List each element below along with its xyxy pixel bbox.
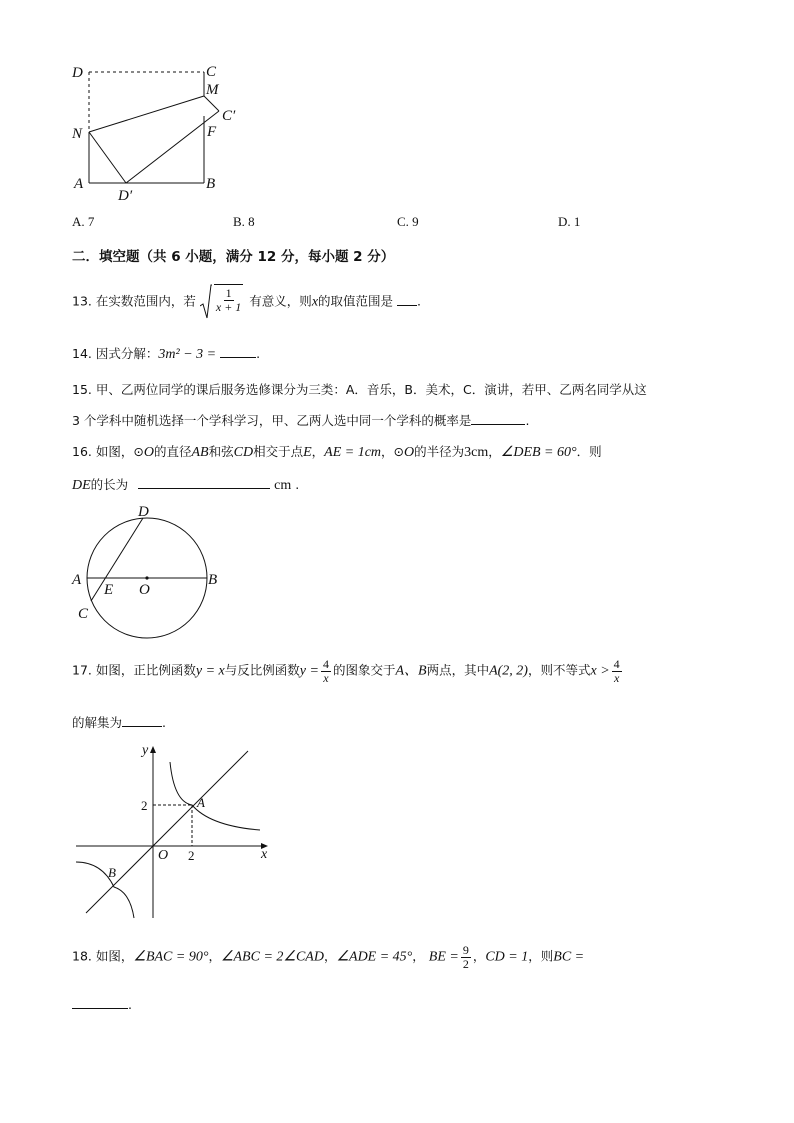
fig12-label-Dp: D′ [118,188,133,204]
q17-text-4: 两点，其中 [426,662,490,678]
choice-d: D. 1 [558,214,581,229]
q18-angle-BAC: ∠BAC = 90° [133,949,209,965]
q14-end: . [256,346,261,361]
fig17-y-arrow [150,746,156,753]
q16-O: O [143,445,154,460]
q17-point-A: A(2, 2) [489,663,528,679]
q16-blank[interactable] [138,476,270,489]
choice-a: A. 7 [72,214,95,229]
q16-text-3: 和弦 [208,444,234,459]
q17-linear-func: y = x [195,663,225,679]
q13-radical-sign [200,284,212,320]
q15-line1: 甲、乙两位同学的课后服务选修课分为三类：A．音乐，B．美术，C．演讲，若甲、乙两名同学从这 [95,382,647,397]
question-15-line1 [72,382,647,397]
q13-frac-num: 1 [225,286,232,300]
q17-ineq-frac-num: 4 [613,657,620,671]
q16-DE: DE [72,478,91,493]
fig17-hyperbola-q3 [76,862,134,918]
fig12-rectangle-fold-diagram [66,60,256,210]
question-17-line1 [72,658,624,684]
q16-text-5: ， [311,444,325,459]
q13-blank[interactable] [397,293,417,306]
q15-blank[interactable] [471,412,525,425]
question-13 [72,284,421,320]
fig16-label-E: E [104,582,114,598]
fig12-label-A: A [74,176,84,192]
q18-text-1: 如图， [95,948,134,964]
q16-text-2: 的直径 [153,444,192,459]
q18-BE-frac [461,944,471,970]
q16-CD: CD [233,445,254,460]
q16-text-10: 的长为 [90,477,129,492]
fig16-label-O: O [139,582,150,598]
q16-AB: AB [191,445,209,460]
fig12-label-M: M [206,82,219,98]
q13-number: 13. [72,293,92,309]
q17-text-2: 与反比例函数 [224,662,300,678]
q17-end: . [162,715,166,730]
q18-angle-ABC: ∠ABC = 2∠CAD [220,949,324,965]
q18-frac-num: 9 [462,943,469,957]
q17-blank[interactable] [122,714,162,727]
fig17-label-A: A [197,795,205,810]
choice-b: B. 8 [233,214,255,229]
q18-angle-ADE: ∠ADE = 45° [336,949,413,965]
fig17-label-B: B [108,865,116,880]
q16-text-6: ，⊙ [381,444,405,459]
fig17-hyperbola-q1 [170,762,260,830]
q14-text: 因式分解： [95,346,159,361]
q16-radius: 3cm [464,445,489,460]
question-14 [72,345,260,364]
q17-number: 17. [72,662,92,678]
q16-text-9: ．则 [576,444,602,459]
section-title: 二．填空题（共 6 小题，满分 12 分，每小题 2 分） [72,249,395,265]
q16-AE: AE = 1cm [324,445,382,460]
q18-text-2: ，则 [528,948,554,964]
q16-E: E [303,445,312,460]
fig17-label-2y: 2 [141,798,148,813]
question-18-line1: 18. 如图，∠BAC = 90°，∠ABC = 2∠CAD，∠ADE = 45°， BE = $\frac{9}{2}$ ，CD = 1，则BC = [72,943,585,971]
q17-line2: 的解集为 [72,715,123,730]
q13-text-post: 的取值范围是 [318,293,394,309]
fig12-Dp-Cp [126,111,219,183]
fig17-line-y-eq-x [86,751,248,913]
fig16-circle-diagram [66,500,236,645]
fig17-function-graph [70,740,280,922]
q13-sqrt [200,284,245,320]
fig16-center-dot [145,576,148,579]
q18-blank[interactable] [72,996,128,1009]
q17-ineq-frac-den: x [614,670,620,685]
fig16-label-D: D [138,504,149,520]
fig16-label-A: A [72,572,82,588]
q13-text-pre: 在实数范围内，若 [95,293,196,309]
q18-frac-den: 2 [462,956,469,971]
fig17-label-x: x [261,847,268,862]
q16-number: 16. [72,444,92,459]
q13-frac-den: x + 1 [215,299,242,314]
q17-inequality: x > [590,663,610,679]
q13-text-mid: 有意义，则 [249,293,312,309]
fig12-label-B: B [206,176,216,192]
q17-text-1: 如图，正比例函数 [95,662,196,678]
q18-BC: BC = [553,949,585,965]
q17-frac-num: 4 [322,657,329,671]
q17-inequality-frac [612,658,622,684]
question-17-line2 [72,714,166,730]
fig17-label-O: O [158,848,169,863]
q14-number: 14. [72,346,92,361]
fig16-label-C: C [78,606,89,622]
fig12-label-C: C [206,64,217,80]
fig16-label-B: B [208,572,218,588]
q15-end: . [525,413,530,428]
choice-c: C. 9 [397,214,419,229]
fig12-M-Cp [204,96,219,111]
fig17-label-y: y [142,743,149,758]
q13-var: x [311,294,319,310]
question-18-line2 [72,996,132,1012]
question-15-line2 [72,412,529,428]
q14-blank[interactable] [220,345,256,358]
q18-end: . [128,997,132,1012]
question-16-line2 [72,476,299,495]
q18-BE: BE = [428,949,459,965]
q17-frac-den: x [323,670,329,685]
q16-O-2: O [404,445,415,460]
q17-inverse-func-frac [321,658,331,684]
q16-text-7: 的半径为 [414,444,465,459]
q15-line2: 3 个学科中随机选择一个学科学习，甲、乙两人选中同一个学科的概率是 [72,413,472,428]
fig12-label-F: F [207,124,217,140]
q18-number: 18. [72,948,92,964]
q16-end: . [295,477,300,492]
q16-unit: cm [274,478,292,493]
q18-CD: CD = 1 [485,949,529,965]
q17-text-3: 的图象交于 [332,662,396,678]
fig17-label-2x: 2 [188,848,195,863]
q13-end: . [417,293,422,309]
fig16-chord-CD [91,518,143,601]
fig12-label-Cp: C′ [222,108,236,124]
q14-expr: 3m² − 3 = [158,347,217,362]
q17-inverse-func-lhs: y = [299,663,319,679]
q17-points-AB: A、B [395,663,427,679]
fig12-label-N: N [72,126,83,142]
fig12-N-Dp [89,132,126,183]
fig12-label-D: D [72,65,83,81]
question-16-line1 [72,444,602,462]
q17-text-5: ，则不等式 [527,662,591,678]
q16-text-1: 如图，⊙ [95,444,144,459]
fig12-fold-NM [89,96,204,132]
q16-text-8: ， [488,444,501,459]
q16-angle: ∠DEB = 60° [500,445,577,460]
q16-text-4: 相交于点 [253,444,304,459]
q15-number: 15. [72,382,92,397]
